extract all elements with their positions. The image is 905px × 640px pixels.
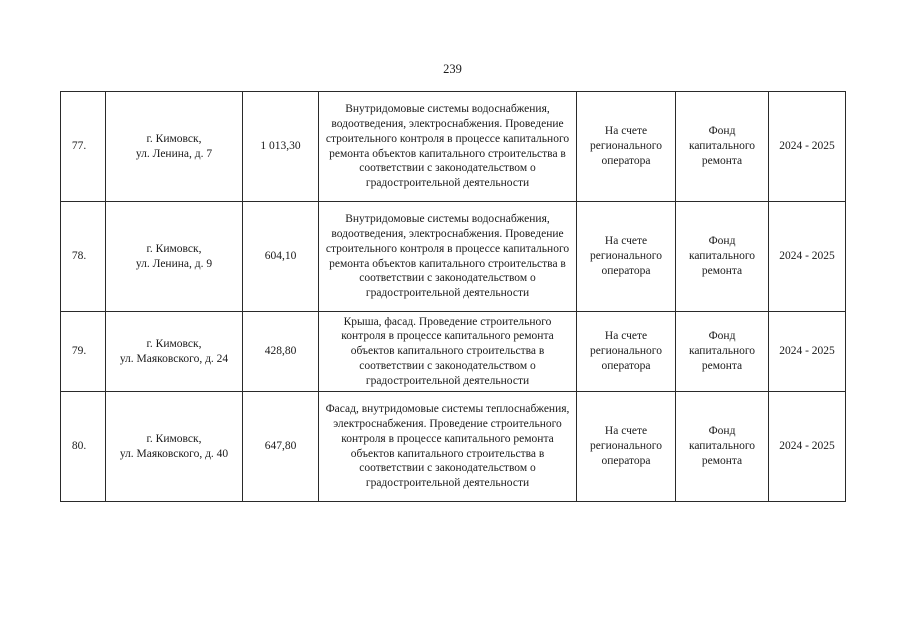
address-cell — [106, 92, 243, 202]
sum-cell: 428,80 — [243, 312, 319, 392]
account-cell: На счете регионального оператора — [577, 202, 676, 312]
row-number: 78. — [61, 202, 106, 312]
period-cell: 2024 - 2025 — [769, 92, 846, 202]
page-number: 239 — [443, 62, 462, 76]
source-cell: Фонд капитального ремонта — [676, 312, 769, 392]
address-street: ул. Ленина, д. 9 — [135, 257, 213, 270]
row-number: 77. — [61, 92, 106, 202]
period-cell: 2024 - 2025 — [769, 202, 846, 312]
sum-cell: 1 013,30 — [243, 92, 319, 202]
table-row — [61, 312, 846, 392]
period-cell: 2024 - 2025 — [769, 392, 846, 502]
source-cell: Фонд капитального ремонта — [676, 92, 769, 202]
address-cell — [106, 202, 243, 312]
sum-cell: 604,10 — [243, 202, 319, 312]
works-cell: Внутридомовые системы водоснабжения, водоотведения, электроснабжения. Проведение строительного контроля в процессе капитального ремонта объектов капитального строительства в соответствии с законодательством о градостроительной деятельности — [319, 92, 577, 202]
account-cell: На счете регионального оператора — [577, 312, 676, 392]
address-city: г. Кимовск, — [146, 132, 202, 145]
address-city: г. Кимовск, — [146, 432, 202, 445]
repair-works-table — [60, 91, 846, 502]
works-cell: Фасад, внутридомовые системы теплоснабжения, электроснабжения. Проведение строительного контроля в процессе капитального ремонта объектов капитального строительства в соответствии с законодательством о градостроительной деятельности — [319, 392, 577, 502]
row-number: 79. — [61, 312, 106, 392]
row-number: 80. — [61, 392, 106, 502]
works-cell: Крыша, фасад. Проведение строительного контроля в процессе капитального ремонта объектов капитального строительства в соответствии с законодательством о градостроительной деятельности — [319, 312, 577, 392]
works-cell: Внутридомовые системы водоснабжения, водоотведения, электроснабжения. Проведение строительного контроля в процессе капитального ремонта объектов капитального строительства в соответствии с законодательством о градостроительной деятельности — [319, 202, 577, 312]
period-cell: 2024 - 2025 — [769, 312, 846, 392]
address-street: ул. Маяковского, д. 24 — [119, 352, 229, 365]
sum-cell: 647,80 — [243, 392, 319, 502]
address-cell — [106, 392, 243, 502]
table-row — [61, 202, 846, 312]
table-row — [61, 392, 846, 502]
source-cell: Фонд капитального ремонта — [676, 392, 769, 502]
account-cell: На счете регионального оператора — [577, 392, 676, 502]
account-cell: На счете регионального оператора — [577, 92, 676, 202]
address-street: ул. Маяковского, д. 40 — [119, 447, 229, 460]
address-street: ул. Ленина, д. 7 — [135, 147, 213, 160]
address-cell — [106, 312, 243, 392]
address-city: г. Кимовск, — [146, 337, 202, 350]
table-row — [61, 92, 846, 202]
address-city: г. Кимовск, — [146, 242, 202, 255]
source-cell: Фонд капитального ремонта — [676, 202, 769, 312]
